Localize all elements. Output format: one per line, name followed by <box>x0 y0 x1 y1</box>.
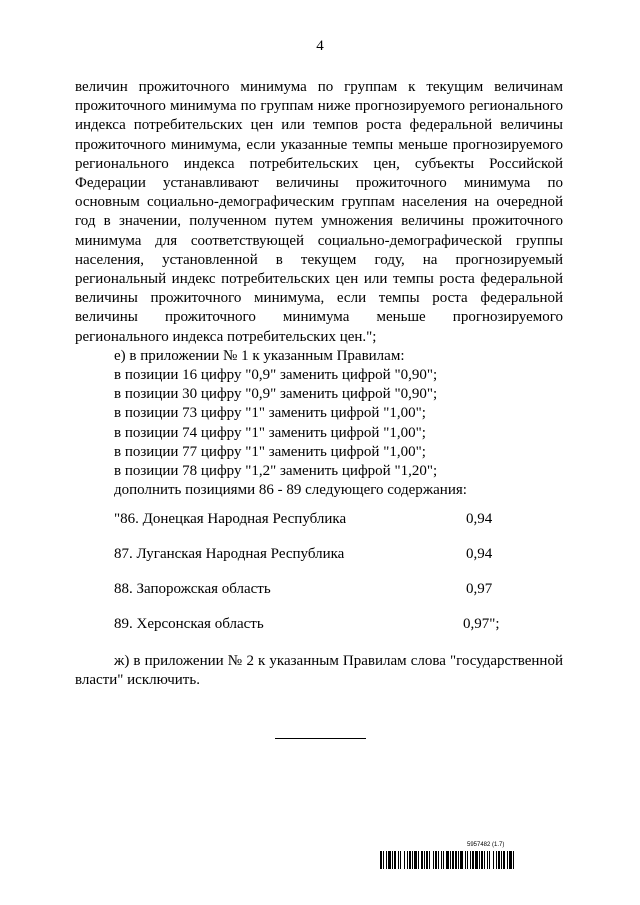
position-name: 87. Луганская Народная Республика <box>114 546 345 562</box>
table-row <box>114 510 514 529</box>
positions-table <box>114 510 514 634</box>
position-name: 89. Херсонская область <box>114 616 264 632</box>
amendment-line: в позиции 73 цифру "1" заменить цифрой "1,00"; <box>114 405 426 422</box>
table-row <box>114 545 514 564</box>
amendment-line: в позиции 16 цифру "0,9" заменить цифрой "0,90"; <box>114 367 438 384</box>
paragraph-appendix-2: ж) в приложении № 2 к указанным Правилам слова "государственной власти" исключить. <box>75 653 563 689</box>
position-value: 0,97"; <box>463 616 500 632</box>
amendment-line: в позиции 77 цифру "1" заменить цифрой "1,00"; <box>114 443 426 460</box>
position-value: 0,94 <box>466 546 493 562</box>
amendment-line: в позиции 78 цифру "1,2" заменить цифрой "1,20"; <box>114 463 438 480</box>
position-value: 0,97 <box>466 581 493 597</box>
paragraph-living-wage: величин прожиточного минимума по группам к текущим величинам прожиточного минимума по группам ниже прогнозируемого регионального индекса потребительских цен или темпов роста федеральной величины прожиточного минимума, если указанные темпы меньше прогнозируемого регионального индекса потребительских цен, субъекты Российской Федерации устанавливают величины прожиточного минимума по основным социально-демографическим группам населения на очередной год в значении, полученном путем умножения величины прожиточного минимума для соответствующей социально-демографической группы населения, установленной в текущем году, на прогнозируемый региональный индекс потребительских цен или темпы роста федеральной величины прожиточного минимума, если темпы роста федеральной величины прожиточного минимума меньше прогнозируемого регионального индекса потребительских цен."; <box>75 79 563 345</box>
position-value: 0,94 <box>466 511 493 527</box>
document-code: 5957482 (1.7) <box>467 842 505 848</box>
closing-paragraph <box>75 652 563 690</box>
barcode-image <box>380 851 594 869</box>
position-name: "86. Донецкая Народная Республика <box>114 511 347 527</box>
end-divider <box>275 738 366 739</box>
amendment-line: в позиции 30 цифру "0,9" заменить цифрой "0,90"; <box>114 386 438 403</box>
page-number: 4 <box>316 38 324 54</box>
table-row <box>114 580 514 599</box>
amendment-line: в позиции 74 цифру "1" заменить цифрой "1,00"; <box>114 424 426 441</box>
table-row <box>114 615 514 634</box>
position-name: 88. Запорожская область <box>114 581 271 597</box>
document-body <box>75 78 563 500</box>
paragraph-appendix-1: е) в приложении № 1 к указанным Правилам: <box>114 347 405 364</box>
amendment-line: дополнить позициями 86 - 89 следующего содержания: <box>114 482 467 499</box>
